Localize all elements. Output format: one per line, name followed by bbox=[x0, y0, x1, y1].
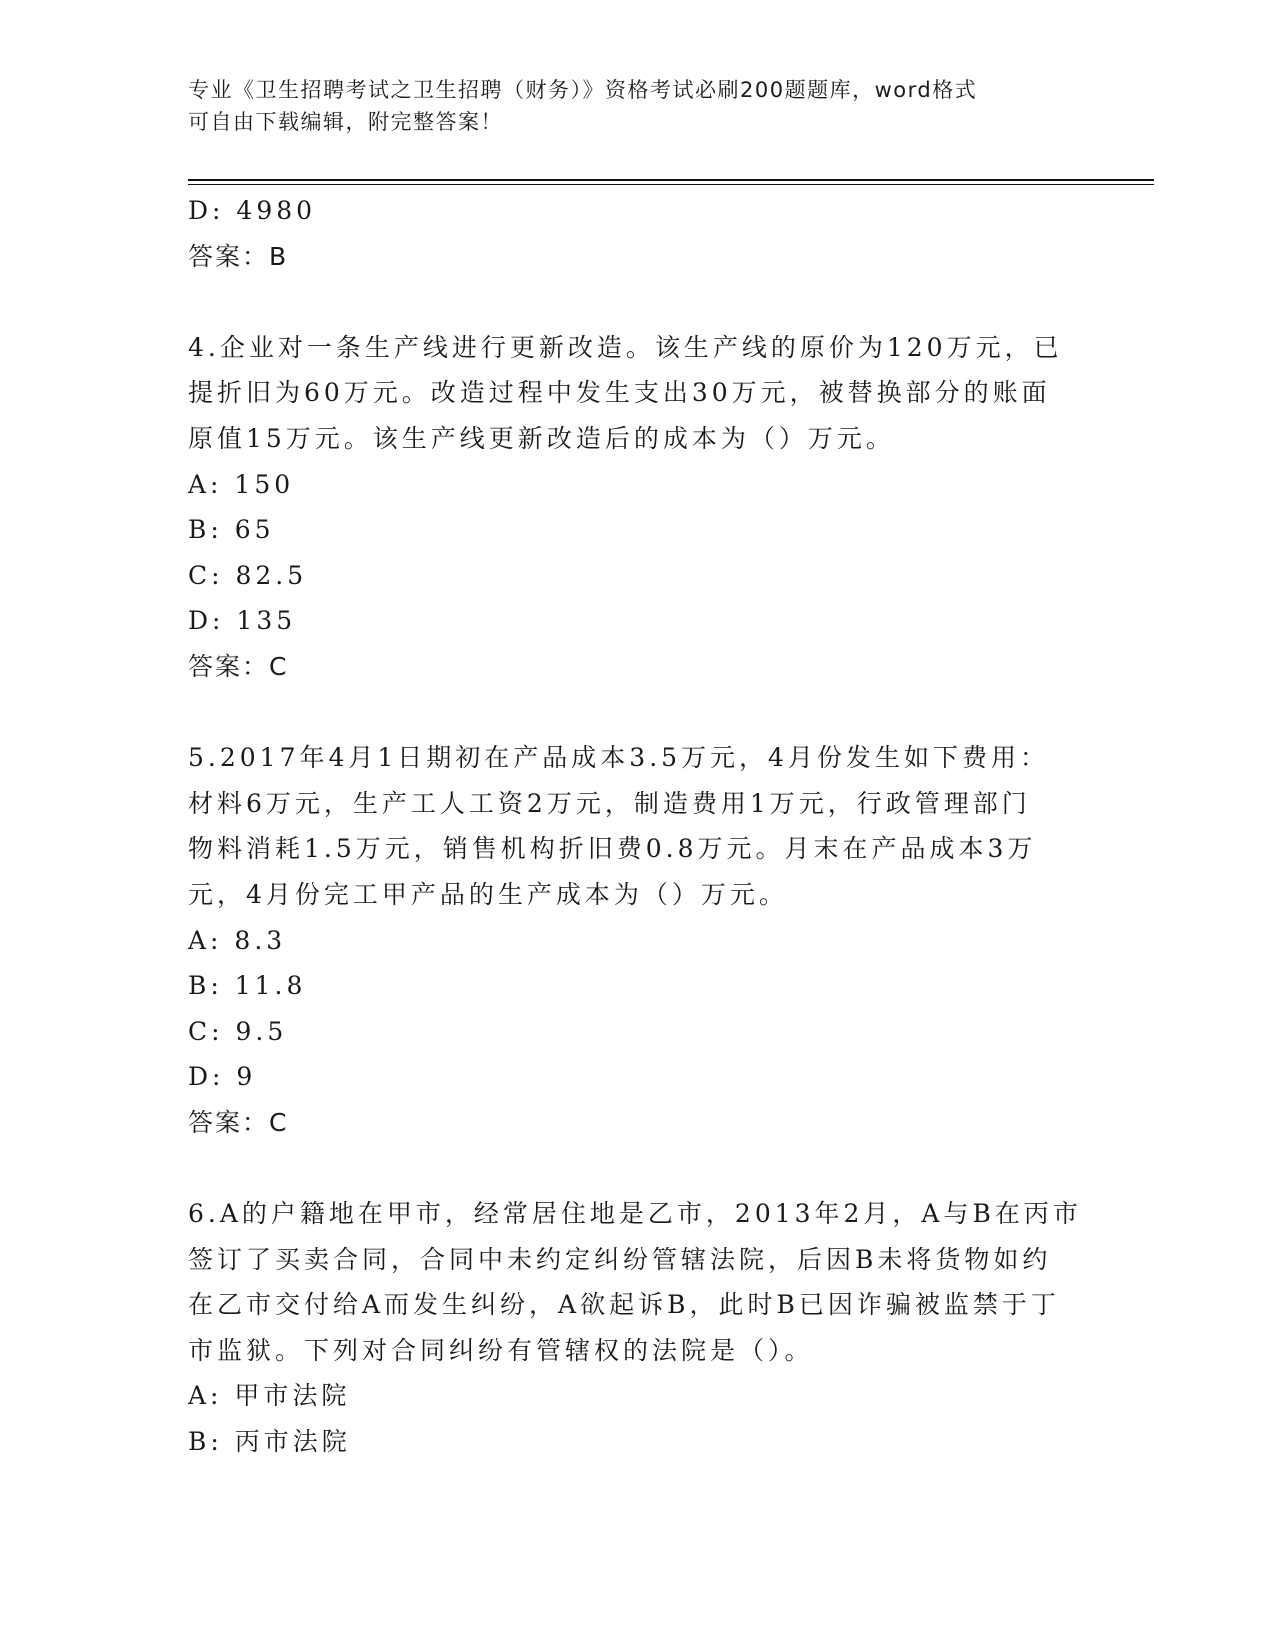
question-text-line: 4.企业对一条生产线进行更新改造。该生产线的原价为120万元，已 bbox=[188, 332, 1063, 362]
question-text-line: 市监狱。下列对合同纠纷有管辖权的法院是（）。 bbox=[188, 1335, 814, 1365]
question-text-line: 6.A的户籍地在甲市，经常居住地是乙市，2013年2月，A与B在丙市 bbox=[188, 1199, 1082, 1229]
answer-line: 答案：C bbox=[188, 1107, 289, 1137]
question-5 bbox=[188, 735, 1088, 1145]
option-a: A: 甲市法院 bbox=[188, 1381, 351, 1411]
option-d: D: 135 bbox=[188, 606, 297, 636]
question-6 bbox=[188, 1191, 1088, 1465]
question-text-line: 提折旧为60万元。改造过程中发生支出30万元，被替换部分的账面 bbox=[188, 378, 1051, 408]
question-4 bbox=[188, 325, 1088, 690]
header-line-2: 可自由下载编辑，附完整答案！ bbox=[188, 110, 503, 134]
answer-line: 答案：C bbox=[188, 651, 289, 681]
option-c: C: 82.5 bbox=[188, 560, 308, 590]
prev-question-tail bbox=[188, 188, 1088, 279]
header-divider-thin bbox=[188, 184, 1154, 185]
document-body bbox=[188, 188, 1088, 1465]
option-b: B: 65 bbox=[188, 515, 275, 545]
question-text-line: 材料6万元，生产工人工资2万元，制造费用1万元，行政管理部门 bbox=[188, 788, 1031, 818]
option-a: A: 8.3 bbox=[188, 925, 287, 955]
option-b: B: 丙市法院 bbox=[188, 1427, 351, 1457]
option-d: D: 9 bbox=[188, 1062, 257, 1092]
option-d: D: 4980 bbox=[188, 196, 317, 225]
option-a: A: 150 bbox=[188, 469, 295, 499]
question-text-line: 元，4月份完工甲产品的生产成本为（）万元。 bbox=[188, 879, 788, 909]
question-text-line: 签订了买卖合同，合同中未约定纠纷管辖法院，后因B未将货物如约 bbox=[188, 1244, 1052, 1274]
header-line-1: 专业《卫生招聘考试之卫生招聘（财务）》资格考试必刷200题题库，word格式 bbox=[188, 78, 978, 102]
answer-line: 答案：B bbox=[188, 241, 289, 271]
header-divider-thick bbox=[188, 179, 1154, 181]
option-c: C: 9.5 bbox=[188, 1016, 288, 1046]
document-header bbox=[188, 74, 1068, 138]
option-b: B: 11.8 bbox=[188, 971, 307, 1001]
question-text-line: 在乙市交付给A而发生纠纷，A欲起诉B，此时B已因诈骗被监禁于丁 bbox=[188, 1290, 1060, 1320]
question-text-line: 5.2017年4月1日期初在产品成本3.5万元，4月份发生如下费用： bbox=[188, 743, 1049, 773]
question-text-line: 原值15万元。该生产线更新改造后的成本为（）万元。 bbox=[188, 423, 895, 453]
question-text-line: 物料消耗1.5万元，销售机构折旧费0.8万元。月末在产品成本3万 bbox=[188, 834, 1037, 864]
